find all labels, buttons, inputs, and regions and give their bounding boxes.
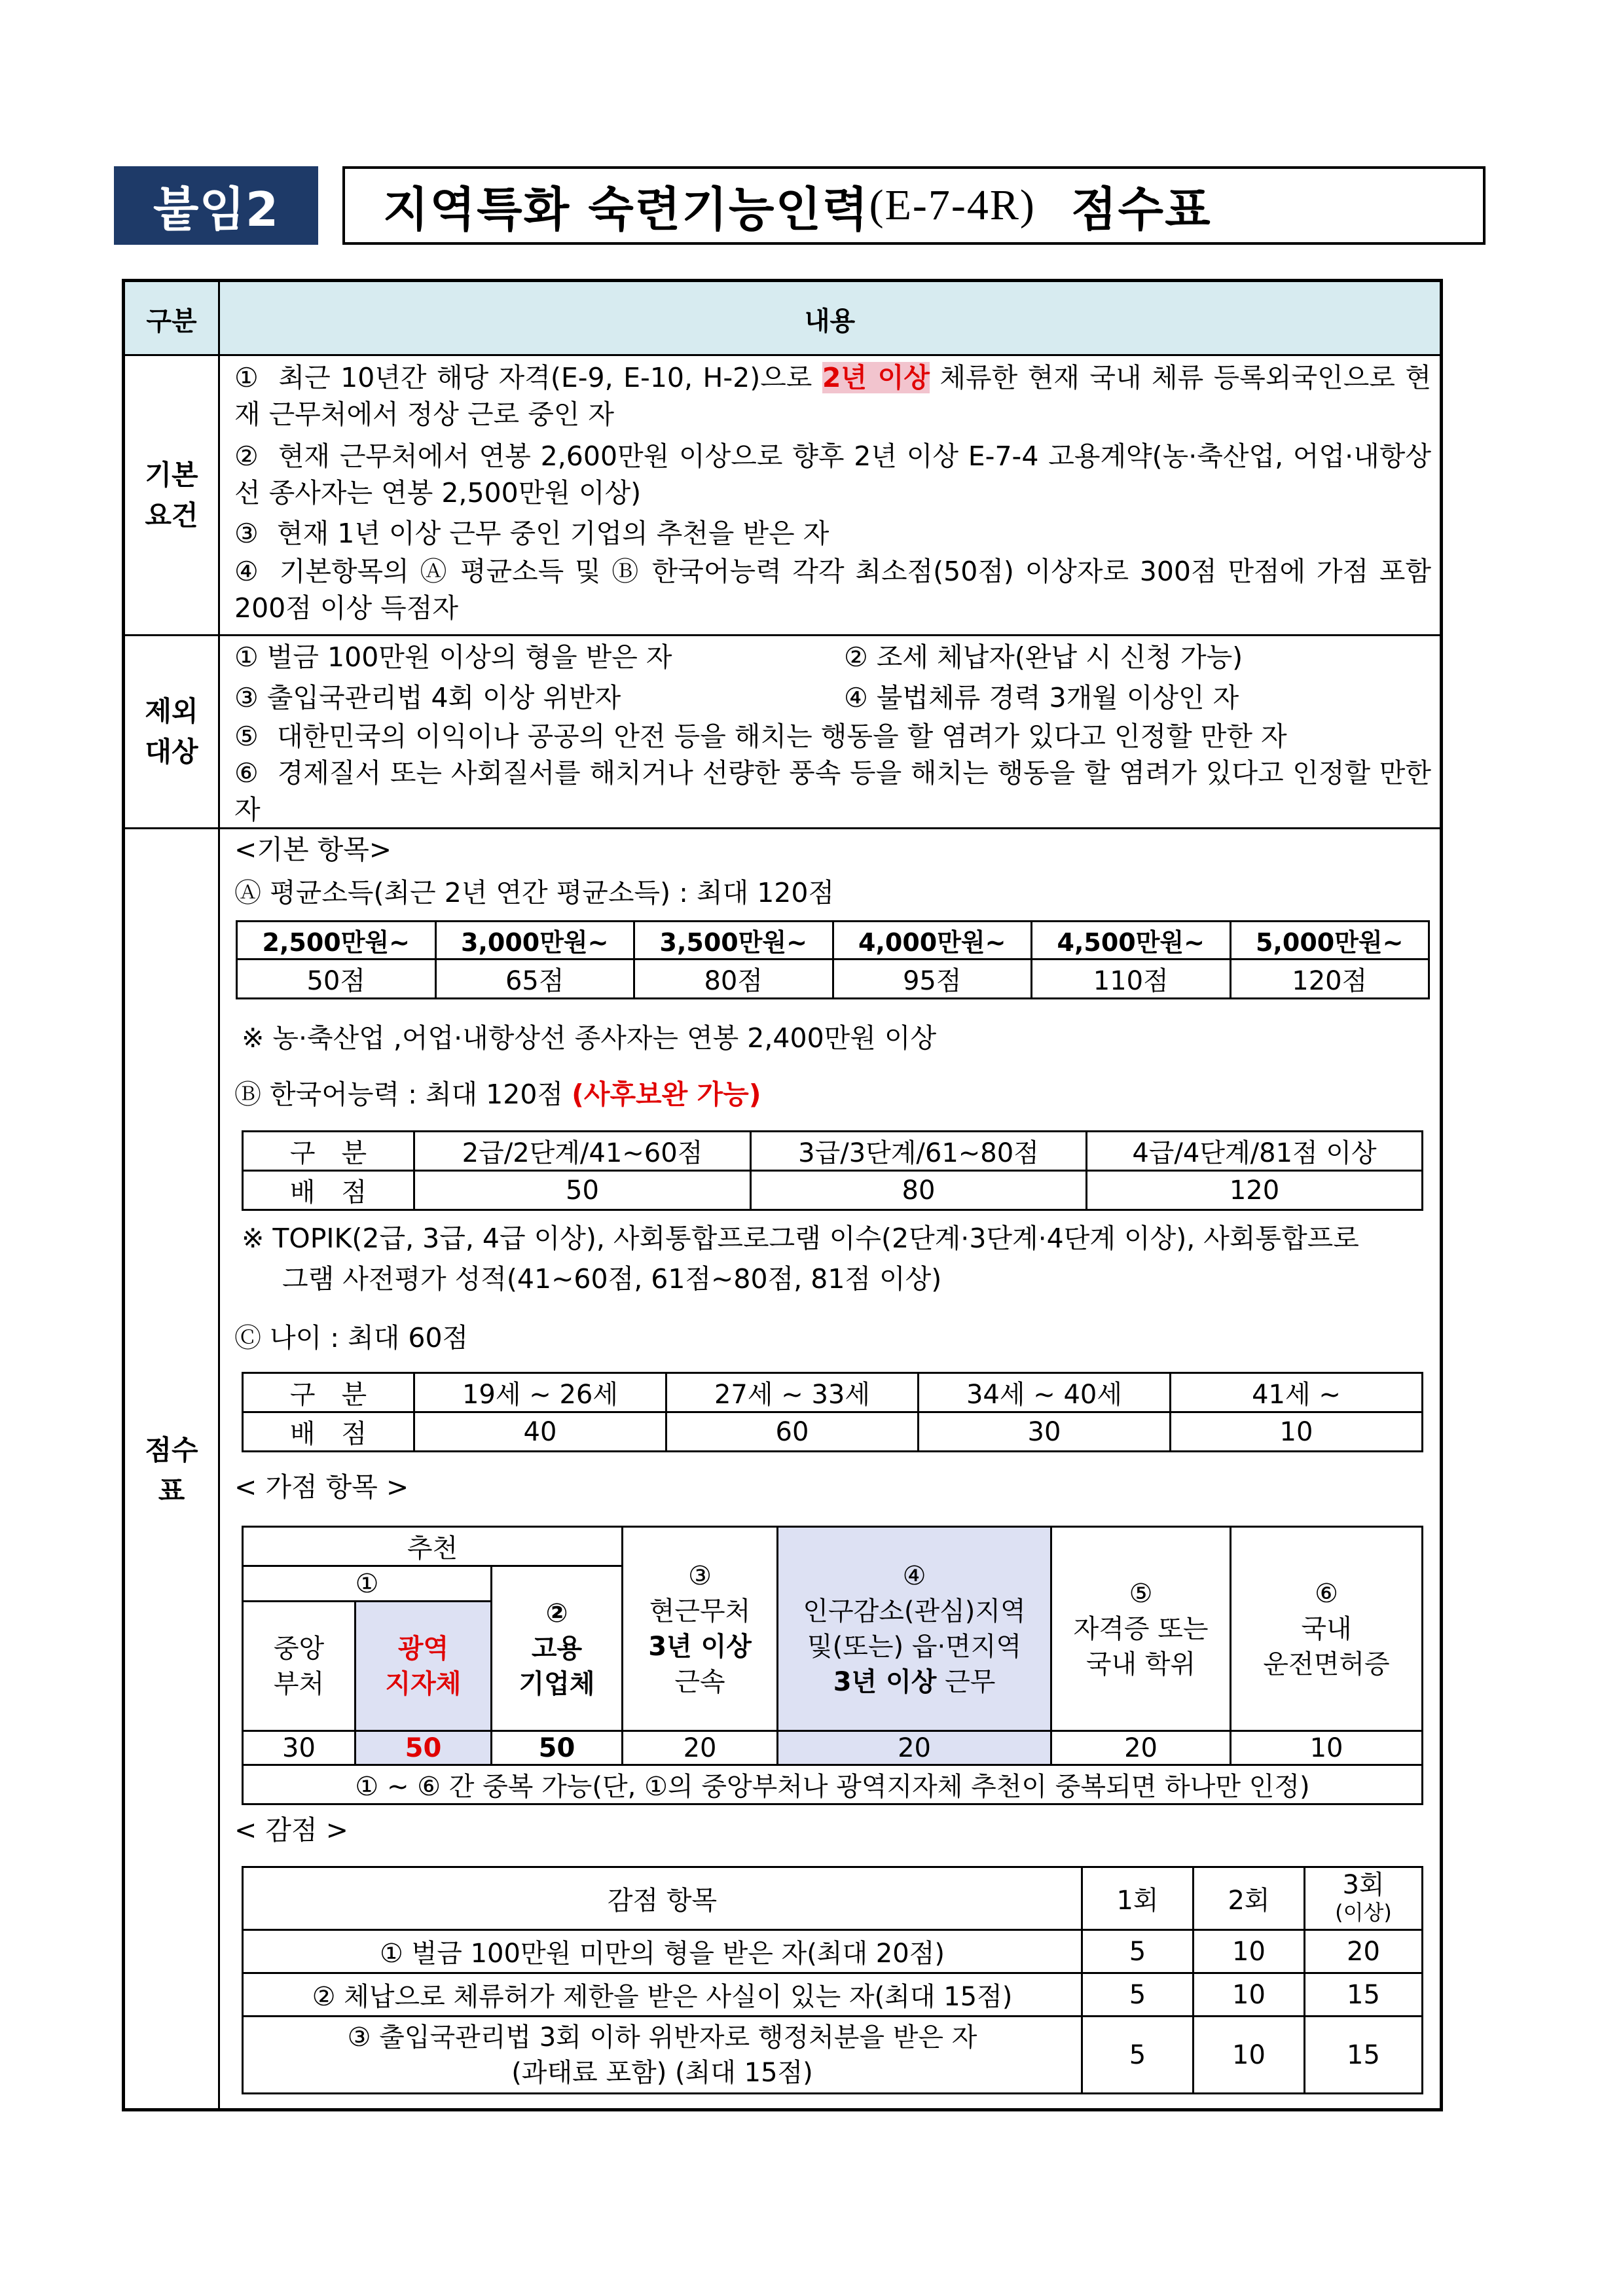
penalty-header-item: 감점 항목 (243, 1867, 1082, 1930)
bonus-col-6: ⑥ 국내 운전면허증 (1231, 1527, 1423, 1731)
basic-item-1: ① 최근 10년간 해당 자격(E-9, E-10, H-2)으로 2년 이상 체류한 현재 국내 체류 등록외국인으로 현재 근무처에서 정상 근로 중인 자 (234, 362, 1431, 430)
korean-cell: 구 분 (243, 1132, 414, 1171)
bonus-score: 20 (623, 1731, 778, 1765)
age-cell: 10 (1171, 1412, 1423, 1452)
excluded-item-5: ⑤ 대한민국의 이익이나 공공의 안전 등을 해치는 행동을 할 염려가 있다고 인정할 만한 자 (234, 721, 1287, 752)
excluded-label: 제외 대상 (145, 695, 198, 768)
income-bracket: 5,000만원~ (1230, 922, 1429, 960)
title-suffix: 점수표 (1071, 182, 1212, 237)
korean-cell: 2급/2단계/41~60점 (414, 1132, 751, 1171)
age-cell: 27세 ~ 33세 (666, 1373, 919, 1412)
penalty-value: 10 (1194, 1973, 1305, 2017)
age-heading: Ⓒ 나이 : 최대 60점 (234, 1322, 469, 1354)
income-points: 110점 (1032, 960, 1231, 999)
penalty-value: 5 (1082, 2017, 1194, 2094)
age-cell: 30 (919, 1412, 1171, 1452)
korean-cell: 4급/4단계/81점 이상 (1087, 1132, 1423, 1171)
basic-item-4: ④ 기본항목의 Ⓐ 평균소득 및 Ⓑ 한국어능력 각각 최소점(50점) 이상자로 300점 만점에 가점 포함 200점 이상 득점자 (234, 556, 1431, 624)
income-heading: Ⓐ 평균소득(최근 2년 연간 평균소득) : 최대 120점 (234, 877, 835, 908)
income-bracket: 2,500만원~ (237, 922, 436, 960)
income-points: 120점 (1230, 960, 1429, 999)
penalty-value: 15 (1305, 1973, 1423, 2017)
row-divider (125, 354, 1440, 356)
header-content: 내용 (220, 282, 1440, 355)
excluded-item-4: ④ 불법체류 경력 3개월 이상인 자 (844, 682, 1239, 713)
bonus-col-1-num: ① (243, 1566, 492, 1602)
penalty-value: 5 (1082, 1930, 1194, 1973)
income-note: ※ 농·축산업 ,어업·내항상선 종사자는 연봉 2,400만원 이상 (242, 1022, 937, 1054)
penalty-value: 20 (1305, 1930, 1423, 1973)
income-bracket: 4,000만원~ (833, 922, 1032, 960)
age-cell: 60 (666, 1412, 919, 1452)
row-divider (125, 634, 1440, 636)
bonus-col-2: ② 고용 기업체 (492, 1566, 623, 1731)
income-points: 95점 (833, 960, 1032, 999)
penalty-value: 10 (1194, 2017, 1305, 2094)
page-title (342, 166, 1486, 245)
excluded-item-1: ① 벌금 100만원 이상의 형을 받은 자 (234, 641, 672, 673)
income-points: 65점 (435, 960, 634, 999)
bonus-col-5: ⑤ 자격증 또는 국내 학위 (1051, 1527, 1231, 1731)
korean-table (242, 1130, 1423, 1211)
bonus-score: 50 (356, 1731, 492, 1765)
title-code: (E-7-4R) (869, 181, 1036, 229)
income-table (236, 920, 1430, 999)
excluded-item-6: ⑥ 경제질서 또는 사회질서를 해치거나 선량한 풍속 등을 해치는 행동을 할 염려가 있다고 인정할 만한 자 (234, 757, 1431, 825)
penalty-value: 10 (1194, 1930, 1305, 1973)
penalty-item: ③ 출입국관리법 3회 이하 위반자로 행정처분을 받은 자 (과태료 포함) (최대 15점) (243, 2017, 1082, 2094)
income-points: 80점 (634, 960, 833, 999)
age-cell: 구 분 (243, 1373, 414, 1412)
header-category: 구분 (125, 282, 218, 355)
age-cell: 34세 ~ 40세 (919, 1373, 1171, 1412)
korean-note-2: 그램 사전평가 성적(41~60점, 61점~80점, 81점 이상) (282, 1263, 942, 1295)
bonus-score: 20 (778, 1731, 1051, 1765)
income-points: 50점 (237, 960, 436, 999)
penalty-item: ② 체납으로 체류허가 제한을 받은 사실이 있는 자(최대 15점) (243, 1973, 1082, 2017)
bonus-col-3: ③ 현근무처 3년 이상 근속 (623, 1527, 778, 1731)
penalty-header-2: 2회 (1194, 1867, 1305, 1930)
korean-cell: 3급/3단계/61~80점 (751, 1132, 1087, 1171)
bonus-central-ministry: 중앙 부처 (243, 1602, 356, 1731)
income-bracket: 3,500만원~ (634, 922, 833, 960)
attachment-tag: 붙임2 (114, 166, 318, 245)
bonus-regional-government: 광역 지자체 (356, 1602, 492, 1731)
title-main: 지역특화 숙련기능인력 (383, 182, 869, 237)
age-cell: 41세 ~ (1171, 1373, 1423, 1412)
column-divider (218, 282, 220, 2108)
basic-item-2: ② 현재 근무처에서 연봉 2,600만원 이상으로 향후 2년 이상 E-7-4 고용계약(농·축산업, 어업·내항상선 종사자는 연봉 2,500만원 이상) (234, 440, 1431, 509)
basic-item-3: ③ 현재 1년 이상 근무 중인 기업의 추천을 받은 자 (234, 518, 830, 549)
bonus-note: ① ~ ⑥ 간 중복 가능(단, ①의 중앙부처나 광역지자체 추천이 중복되면 하나만 인정) (243, 1765, 1423, 1804)
penalty-value: 5 (1082, 1973, 1194, 2017)
korean-cell: 120 (1087, 1171, 1423, 1210)
bonus-recommend-header: 추천 (243, 1527, 623, 1566)
penalty-header-3: 3회 (이상) (1305, 1867, 1423, 1930)
penalty-table (242, 1866, 1423, 2094)
income-bracket: 3,000만원~ (435, 922, 634, 960)
age-table (242, 1372, 1423, 1452)
korean-cell: 배 점 (243, 1171, 414, 1210)
bonus-score: 50 (492, 1731, 623, 1765)
excluded-item-2: ② 조세 체납자(완납 시 신청 가능) (844, 641, 1243, 673)
age-cell: 40 (414, 1412, 666, 1452)
highlight-2years: 2년 이상 (822, 362, 930, 393)
korean-cell: 80 (751, 1171, 1087, 1210)
bonus-table (242, 1526, 1423, 1805)
basic-items-heading: <기본 항목> (234, 834, 392, 865)
korean-heading: Ⓑ 한국어능력 : 최대 120점 (사후보완 가능) (234, 1079, 761, 1110)
age-cell: 19세 ~ 26세 (414, 1373, 666, 1412)
bonus-heading: < 가점 항목 > (234, 1471, 409, 1503)
age-cell: 배 점 (243, 1412, 414, 1452)
basic-requirements-label: 기본 요건 (145, 458, 198, 531)
score-table (122, 279, 1443, 2111)
excluded-item-3: ③ 출입국관리법 4회 이상 위반자 (234, 682, 621, 713)
penalty-header-1: 1회 (1082, 1867, 1194, 1930)
korean-cell: 50 (414, 1171, 751, 1210)
korean-note-1: ※ TOPIK(2급, 3급, 4급 이상), 사회통합프로그램 이수(2단계·3단계·4단계 이상), 사회통합프로 (242, 1223, 1359, 1254)
bonus-score: 30 (243, 1731, 356, 1765)
score-label: 점수 표 (145, 1434, 198, 1507)
bonus-score: 20 (1051, 1731, 1231, 1765)
income-bracket: 4,500만원~ (1032, 922, 1231, 960)
penalty-value: 15 (1305, 2017, 1423, 2094)
penalty-heading: < 감점 > (234, 1814, 348, 1846)
bonus-score: 10 (1231, 1731, 1423, 1765)
bonus-col-4: ④ 인구감소(관심)지역 및(또는) 읍·면지역 3년 이상 근무 (778, 1527, 1051, 1731)
penalty-item: ① 벌금 100만원 미만의 형을 받은 자(최대 20점) (243, 1930, 1082, 1973)
